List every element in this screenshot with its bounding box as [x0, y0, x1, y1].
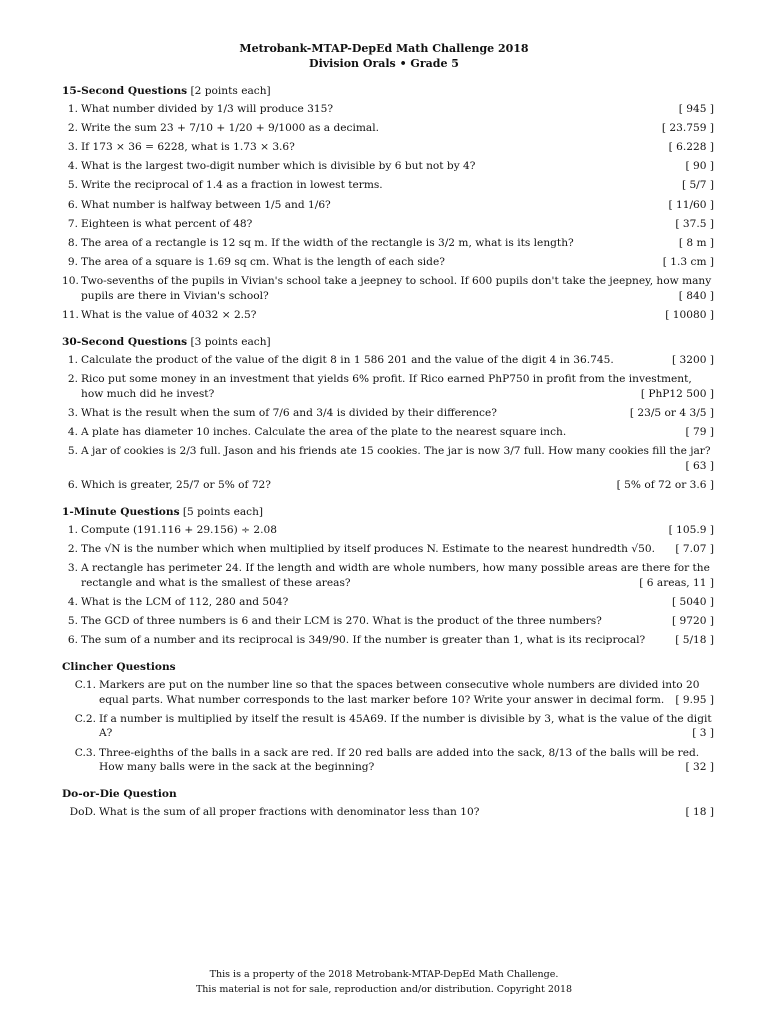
footer-line-2: This material is not for sale, reproduction and/or distribution. Copyright 2018 — [195, 984, 573, 995]
question-item — [62, 121, 714, 136]
question-item — [62, 159, 714, 174]
question-number: DoD. — [69, 806, 96, 818]
question-text: Write the reciprocal of 1.4 as a fraction in lowest terms. — [81, 179, 383, 192]
footer — [0, 967, 768, 997]
section — [62, 335, 714, 492]
question-answer: [ 6 areas, 11 ] — [639, 576, 714, 589]
question-answer: [ 5/7 ] — [681, 179, 714, 192]
question-text: Eighteen is what percent of 48? — [81, 217, 253, 230]
question-number: C.1. — [74, 679, 96, 692]
question-number: 4. — [67, 426, 78, 438]
question-answer: [ 3200 ] — [672, 353, 714, 366]
question-text: If a number is multiplied by itself the result is 45A69. If the number is divisible by 3, what is the value of the digit A? — [99, 712, 712, 740]
question-answer: [ 3 ] — [692, 727, 714, 740]
question-number: 6. — [67, 198, 78, 211]
question-item — [62, 406, 714, 421]
question-number: 10. — [62, 275, 79, 288]
title-line-1: Metrobank-MTAP-DepEd Math Challenge 2018 — [239, 42, 529, 55]
question-answer: [ 32 ] — [685, 761, 714, 774]
question-item — [62, 678, 714, 707]
section-heading — [62, 505, 714, 520]
question-number: 4. — [67, 595, 78, 608]
question-item — [62, 140, 714, 155]
question-text: If 173 × 36 = 6228, what is 1.73 × 3.6? — [81, 140, 295, 153]
section — [62, 660, 714, 774]
question-text: Compute (191.116 + 29.156) ÷ 2.08 — [81, 523, 277, 536]
question-number: 3. — [67, 406, 78, 419]
question-number: 5. — [67, 615, 78, 628]
question-item — [62, 274, 714, 303]
question-answer: [ 105.9 ] — [668, 523, 714, 536]
question-item — [62, 198, 714, 213]
question-text: What is the result when the sum of 7/6 and 3/4 is divided by their difference? — [81, 406, 497, 419]
question-text: Rico put some money in an investment that yields 6% profit. If Rico earned PhP750 in profit from the investment, how much did he invest? — [81, 373, 692, 400]
question-answer: [ 945 ] — [678, 102, 714, 115]
question-number: 9. — [67, 256, 78, 269]
question-text: What is the sum of all proper fractions with denominator less than 10? — [99, 806, 480, 818]
question-text: The √N is the number which when multiplied by itself produces N. Estimate to the nearest hundredth √50. — [81, 542, 655, 555]
question-text: Markers are put on the number line so that the spaces between consecutive whole numbers are divided into 20 equal parts. What number corresponds to the last marker before 10? Write your answer in decimal form. — [99, 679, 700, 706]
question-item — [62, 478, 714, 493]
question-text: What is the LCM of 112, 280 and 504? — [81, 595, 289, 608]
question-number: 6. — [67, 634, 78, 647]
question-text: Three-eighths of the balls in a sack are red. If 20 red balls are added into the sack, 8/13 of the balls will be red. How many balls were in the sack at the beginning? — [99, 746, 700, 774]
question-number: C.2. — [74, 712, 96, 725]
section — [62, 84, 714, 323]
question-number: 2. — [67, 542, 78, 555]
section-heading — [62, 787, 714, 802]
question-item — [62, 523, 714, 538]
question-text: A plate has diameter 10 inches. Calculate the area of the plate to the nearest square inch. — [81, 426, 567, 438]
question-item — [62, 805, 714, 820]
question-item — [62, 308, 714, 323]
question-text: Calculate the product of the value of the digit 8 in 1 586 201 and the value of the digit 4 in 36.745. — [81, 353, 614, 366]
question-item — [62, 595, 714, 610]
section-title: Do-or-Die Question — [62, 788, 177, 801]
question-number: 1. — [67, 102, 78, 115]
question-number: 11. — [62, 309, 79, 322]
question-answer: [ 6.228 ] — [668, 140, 714, 153]
question-number: 6. — [67, 478, 78, 491]
question-answer: [ 9720 ] — [672, 615, 714, 628]
question-text: The area of a rectangle is 12 sq m. If the width of the rectangle is 3/2 m, what is its length? — [81, 236, 574, 249]
question-text: A rectangle has perimeter 24. If the length and width are whole numbers, how many possible areas are there for the rectangle and what is the smallest of these areas? — [81, 562, 710, 589]
question-answer: [ 90 ] — [685, 160, 714, 173]
question-number: 7. — [67, 217, 78, 230]
question-item — [62, 561, 714, 590]
question-answer: [ 8 m ] — [678, 236, 714, 249]
section-heading — [62, 84, 714, 99]
question-number: 1. — [67, 353, 78, 366]
question-text: What number divided by 1/3 will produce 315? — [81, 102, 334, 115]
question-item — [62, 372, 714, 401]
question-text: What is the value of 4032 × 2.5? — [81, 309, 257, 322]
section-points: [2 points each] — [190, 85, 271, 97]
question-item — [62, 102, 714, 117]
question-answer: [ 5040 ] — [672, 595, 714, 608]
question-answer: [ 7.07 ] — [675, 542, 714, 555]
question-text: The sum of a number and its reciprocal is 349/90. If the number is greater than 1, what is its reciprocal? — [81, 634, 646, 647]
question-number: C.3. — [74, 746, 96, 759]
question-number: 3. — [67, 562, 78, 575]
question-answer: [ 840 ] — [678, 289, 714, 302]
question-item — [62, 444, 714, 473]
question-item — [62, 236, 714, 251]
question-item — [62, 614, 714, 629]
question-item — [62, 633, 714, 648]
question-number: 2. — [67, 121, 78, 134]
question-item — [62, 217, 714, 232]
question-text: Which is greater, 25/7 or 5% of 72? — [81, 478, 271, 491]
question-text: What is the largest two-digit number which is divisible by 6 but not by 4? — [81, 160, 476, 173]
section-title: 1-Minute Questions — [62, 506, 180, 519]
question-answer: [ 23.759 ] — [661, 121, 714, 134]
section-heading — [62, 335, 714, 350]
question-answer: [ 5/18 ] — [675, 634, 714, 647]
section-heading — [62, 660, 714, 675]
question-item — [62, 746, 714, 775]
question-text: The area of a square is 1.69 sq cm. What is the length of each side? — [81, 256, 445, 269]
question-number: 5. — [67, 179, 78, 192]
section — [62, 505, 714, 648]
question-number: 5. — [67, 445, 78, 458]
section-title: 15-Second Questions — [62, 85, 188, 97]
question-number: 8. — [67, 236, 78, 249]
question-answer: [ 11/60 ] — [668, 198, 714, 211]
footer-line-1: This is a property of the 2018 Metrobank-MTAP-DepEd Math Challenge. — [209, 969, 559, 980]
question-answer: [ 1.3 cm ] — [662, 256, 714, 269]
question-number: 3. — [67, 140, 78, 153]
section-title: Clincher Questions — [62, 661, 176, 674]
question-item — [62, 542, 714, 557]
question-number: 1. — [67, 523, 78, 536]
question-answer: [ 10080 ] — [665, 309, 714, 322]
document-title — [0, 41, 768, 71]
question-text: A jar of cookies is 2/3 full. Jason and his friends ate 15 cookies. The jar is now 3/7 full. How many cookies fill the jar? — [81, 445, 711, 458]
question-answer: [ 37.5 ] — [675, 217, 714, 230]
question-item — [62, 425, 714, 440]
question-text: Write the sum 23 + 7/10 + 1/20 + 9/1000 as a decimal. — [81, 121, 379, 134]
question-item — [62, 255, 714, 270]
question-answer: [ 9.95 ] — [675, 693, 714, 706]
section-points: [5 points each] — [182, 506, 264, 519]
title-line-2: Division Orals • Grade 5 — [309, 57, 459, 70]
question-answer: [ 18 ] — [685, 806, 714, 818]
questions-content — [62, 84, 714, 832]
question-text: Two-sevenths of the pupils in Vivian's school take a jeepney to school. If 600 pupils don't take the jeepney, how many pupils are there in Vivian's school? — [81, 275, 712, 302]
question-answer: [ PhP12 500 ] — [640, 387, 714, 400]
question-answer: [ 23/5 or 4 3/5 ] — [629, 406, 714, 419]
question-text: The GCD of three numbers is 6 and their LCM is 270. What is the product of the three numbers? — [81, 615, 602, 628]
section-title: 30-Second Questions — [62, 336, 188, 349]
question-answer: [ 5% of 72 or 3.6 ] — [616, 478, 714, 491]
question-item — [62, 178, 714, 193]
question-number: 4. — [67, 160, 78, 173]
question-item — [62, 712, 714, 741]
section — [62, 787, 714, 819]
question-answer: [ 79 ] — [685, 426, 714, 438]
question-item — [62, 353, 714, 368]
question-answer: [ 63 ] — [685, 459, 714, 472]
question-number: 2. — [67, 373, 78, 386]
question-text: What number is halfway between 1/5 and 1/6? — [81, 198, 331, 211]
section-points: [3 points each] — [190, 336, 271, 349]
